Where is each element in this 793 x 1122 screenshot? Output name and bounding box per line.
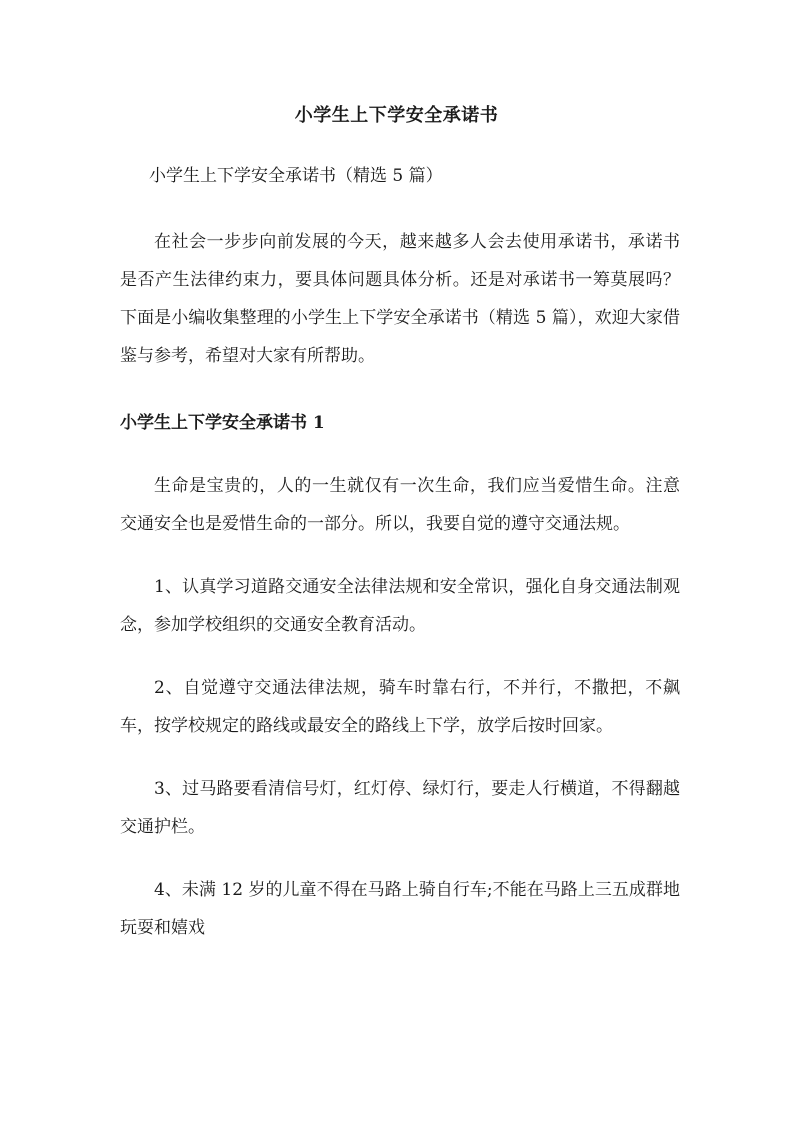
body-paragraph: 生命是宝贵的，人的一生就仅有一次生命，我们应当爱惜生命。注意交通安全也是爱惜生命的一部分。所以，我要自觉的遵守交通法规。	[120, 476, 680, 534]
list-item-4: 4、未满 12 岁的儿童不得在马路上骑自行车;不能在马路上三五成群地玩耍和嬉戏	[120, 880, 680, 938]
document-subtitle: 小学生上下学安全承诺书（精选 5 篇）	[149, 166, 443, 186]
document-title: 小学生上下学安全承诺书	[294, 105, 499, 126]
list-item-1: 1、认真学习道路交通安全法律法规和安全常识，强化自身交通法制观念，参加学校组织的交通安全教育活动。	[120, 577, 680, 635]
list-item-2: 2、自觉遵守交通法律法规，骑车时靠右行，不并行，不撒把，不飙车，按学校规定的路线或最安全的路线上下学，放学后按时回家。	[120, 678, 680, 736]
list-item-3: 3、过马路要看清信号灯，红灯停、绿灯行，要走人行横道，不得翻越交通护栏。	[120, 779, 680, 837]
intro-paragraph: 在社会一步步向前发展的今天，越来越多人会去使用承诺书，承诺书是否产生法律约束力，要具体问题具体分析。还是对承诺书一筹莫展吗？下面是小编收集整理的小学生上下学安全承诺书（精选 5 篇），欢迎大家借鉴与参考，希望对大家有所帮助。	[120, 232, 680, 366]
section-heading: 小学生上下学安全承诺书 1	[120, 413, 325, 433]
